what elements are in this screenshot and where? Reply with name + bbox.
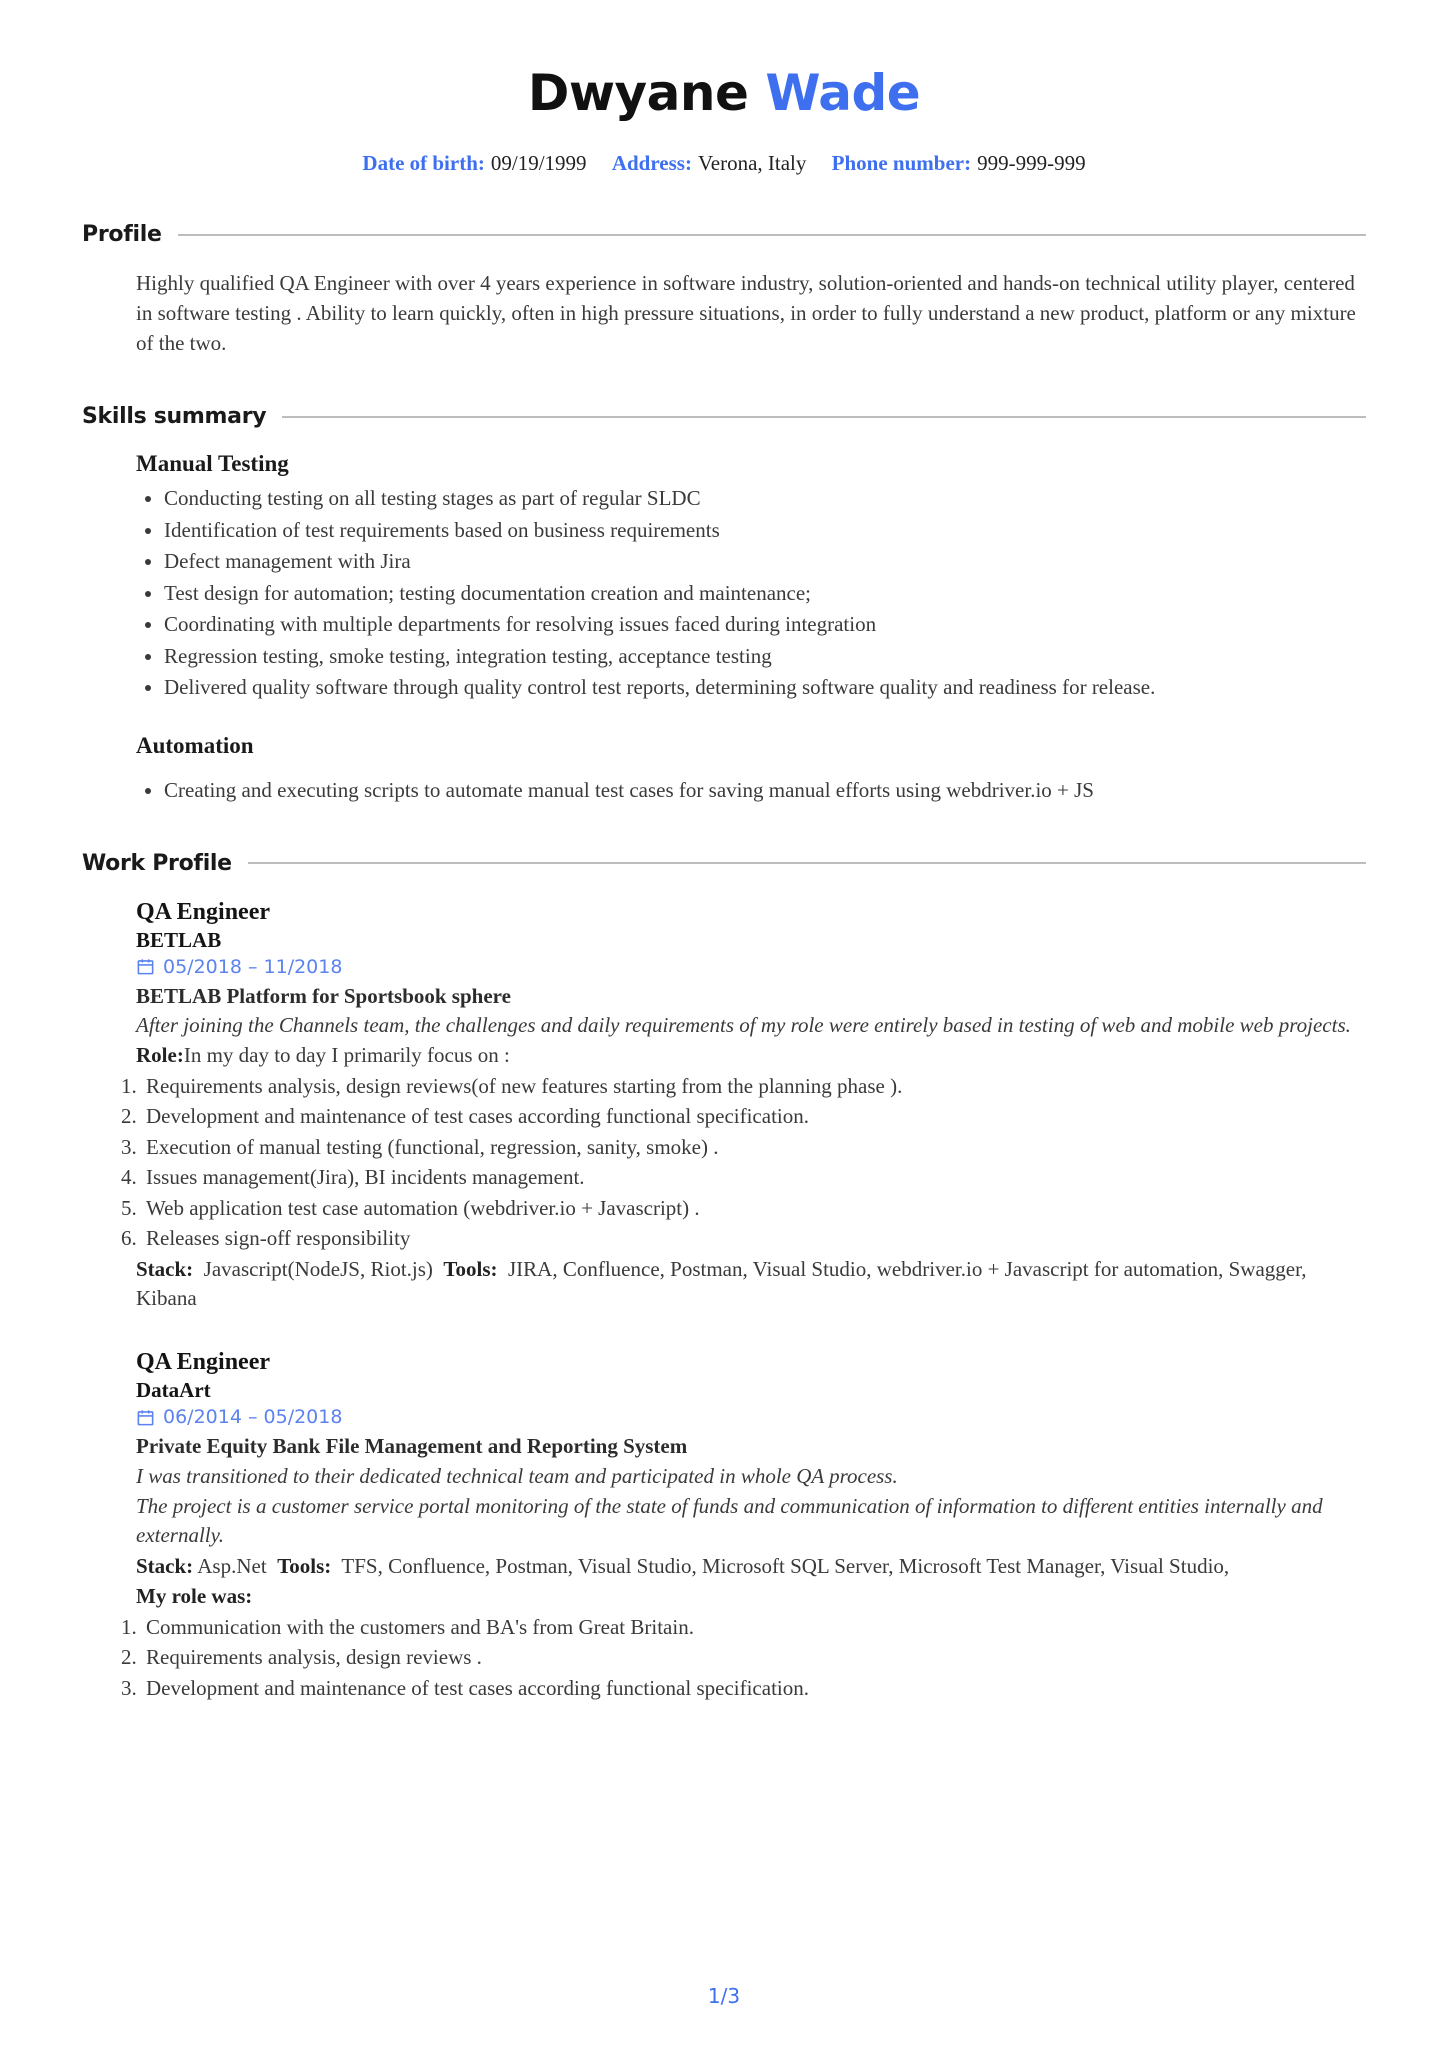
section-profile-head	[82, 222, 1366, 247]
job-duties-list	[112, 1071, 1356, 1254]
work-entry-betlab	[136, 898, 1356, 1314]
job-description-secondary: The project is a customer service portal monitoring of the state of funds and communication of information to different entities internally and externally.	[136, 1493, 1323, 1548]
section-work-head	[82, 851, 1366, 876]
skills-group-automation	[136, 733, 1356, 805]
skills-group-title: Automation	[136, 732, 254, 758]
stack-value: Javascript(NodeJS, Riot.js)	[203, 1256, 433, 1281]
section-skills-head	[82, 404, 1366, 429]
list-item: 6. Releases sign-off responsibility	[142, 1223, 1356, 1253]
job-stack-tools	[136, 1255, 1356, 1315]
section-divider	[178, 234, 1366, 236]
list-item: • Coordinating with multiple departments for resolving issues faced during integration	[164, 609, 1356, 639]
job-project-title: Private Equity Bank File Management and Reporting System	[136, 1434, 688, 1459]
tools-label: Tools:	[443, 1256, 498, 1281]
job-stack-tools	[136, 1552, 1356, 1582]
job-role-label: My role was:	[136, 1583, 253, 1608]
calendar-icon	[136, 1408, 155, 1427]
profile-text: Highly qualified QA Engineer with over 4 years experience in software industry, solution-oriented and hands-on technical utility player, centered in software testing . Ability to learn quickly, often in high pressure situations, in order to fully understand a new product, platform or any mixture of the two.	[136, 271, 1356, 355]
list-item: 1. Communication with the customers and BA's from Great Britain.	[142, 1612, 1356, 1642]
list-item: 3. Development and maintenance of test cases according functional specification.	[142, 1673, 1356, 1703]
section-skills-title: Skills summary	[82, 404, 267, 430]
list-item: • Conducting testing on all testing stages as part of regular SLDC	[164, 483, 1356, 513]
section-skills-body	[82, 451, 1366, 805]
section-profile-title: Profile	[82, 222, 162, 247]
tools-value: TFS, Confluence, Postman, Visual Studio, Microsoft SQL Server, Microsoft Test Manager, Visual Studio,	[341, 1554, 1230, 1579]
section-work-profile	[82, 851, 1366, 1703]
list-item: 5. Web application test case automation (webdriver.io + Javascript) .	[142, 1193, 1356, 1223]
last-name: Wade	[765, 64, 921, 122]
job-date	[136, 956, 1356, 978]
work-entry-dataart	[136, 1348, 1356, 1703]
contact-info	[82, 151, 1366, 176]
job-role-label: Role:	[136, 1043, 184, 1068]
contact-dob-value: 09/19/1999	[490, 151, 587, 175]
list-item: • Creating and executing scripts to automate manual test cases for saving manual efforts using webdriver.io + JS	[164, 775, 1356, 805]
list-item: 2. Requirements analysis, design reviews .	[142, 1642, 1356, 1672]
section-divider	[248, 862, 1366, 864]
job-role-intro	[136, 1041, 1356, 1071]
job-date-range: 05/2018 – 11/2018	[163, 955, 343, 978]
contact-phone-label: Phone number:	[831, 151, 972, 175]
contact-address-label: Address:	[611, 151, 692, 175]
page-number: 1/3	[707, 1984, 741, 2008]
job-company: DataArt	[136, 1378, 211, 1403]
section-work-body	[82, 898, 1366, 1703]
job-role-intro-text: In my day to day I primarily focus on :	[183, 1043, 510, 1068]
contact-dob-label: Date of birth:	[362, 151, 485, 175]
job-role: QA Engineer	[136, 898, 271, 925]
skills-list	[136, 775, 1356, 805]
page-title	[82, 0, 1366, 121]
list-item: • Delivered quality software through quality control test reports, determining software quality and readiness for release.	[164, 672, 1356, 702]
stack-label: Stack:	[136, 1256, 194, 1281]
skills-group-manual-testing	[136, 451, 1356, 702]
contact-phone	[832, 151, 1086, 176]
contact-address	[612, 151, 807, 176]
job-description: After joining the Channels team, the challenges and daily requirements of my role were entirely based in testing of web and mobile web projects.	[136, 1013, 1351, 1038]
list-item: • Identification of test requirements based on business requirements	[164, 515, 1356, 545]
section-work-title: Work Profile	[82, 850, 232, 876]
list-item: • Defect management with Jira	[164, 546, 1356, 576]
stack-value: Asp.Net	[197, 1554, 267, 1579]
contact-phone-value: 999-999-999	[977, 151, 1086, 175]
list-item: • Test design for automation; testing documentation creation and maintenance;	[164, 578, 1356, 608]
job-date-range: 06/2014 – 05/2018	[163, 1406, 343, 1429]
contact-dob	[362, 151, 586, 176]
list-item: 2. Development and maintenance of test cases according functional specification.	[142, 1101, 1356, 1131]
first-name: Dwyane	[527, 64, 749, 122]
job-project-title: BETLAB Platform for Sportsbook sphere	[136, 983, 511, 1008]
list-item: 4. Issues management(Jira), BI incidents management.	[142, 1162, 1356, 1192]
list-item: 1. Requirements analysis, design reviews(of new features starting from the planning phase ).	[142, 1071, 1356, 1101]
job-role-label-line	[136, 1582, 1356, 1612]
skills-group-title: Manual Testing	[136, 451, 289, 477]
job-duties-list	[112, 1612, 1356, 1703]
contact-address-value: Verona, Italy	[697, 151, 807, 175]
stack-label: Stack:	[136, 1554, 194, 1579]
section-divider	[282, 416, 1366, 418]
tools-value: JIRA, Confluence, Postman, Visual Studio, webdriver.io + Javascript for automation, Swagger, Kibana	[136, 1256, 1307, 1311]
skills-list	[136, 483, 1356, 702]
job-role: QA Engineer	[136, 1349, 271, 1376]
job-date	[136, 1406, 1356, 1428]
calendar-icon	[136, 957, 155, 976]
list-item: 3. Execution of manual testing (functional, regression, sanity, smoke) .	[142, 1132, 1356, 1162]
section-profile-body	[82, 269, 1366, 358]
tools-label: Tools:	[277, 1554, 332, 1579]
list-item: • Regression testing, smoke testing, integration testing, acceptance testing	[164, 641, 1356, 671]
section-profile	[82, 222, 1366, 358]
job-description: I was transitioned to their dedicated technical team and participated in whole QA process.	[136, 1463, 898, 1488]
section-skills	[82, 404, 1366, 805]
job-company: BETLAB	[136, 927, 222, 952]
